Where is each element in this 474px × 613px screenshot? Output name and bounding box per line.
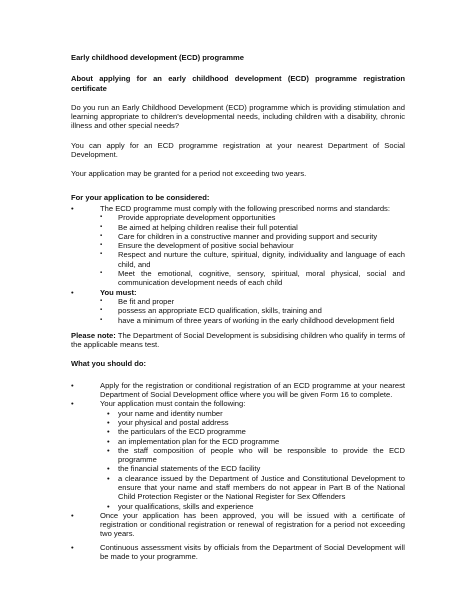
norm-item (71, 250, 405, 269)
bullet-icon: • (71, 203, 74, 213)
bullet-icon: • (107, 436, 110, 446)
document-subtitle: About applying for an early childhood development (ECD) programme registration certificate (71, 74, 405, 93)
bullet-icon: • (107, 408, 110, 418)
document-title: Early childhood development (ECD) programme (71, 53, 244, 62)
content-item (71, 409, 405, 418)
square-bullet-icon: ▪ (100, 242, 103, 249)
note-text: The Department of Social Development is subsidising children who qualify in terms of the applicable means test. (71, 330, 405, 350)
square-bullet-icon: ▪ (100, 270, 103, 277)
square-bullet-icon: ▪ (100, 214, 103, 221)
requirement-item (71, 316, 405, 325)
content-item (71, 427, 405, 436)
norm-item (71, 223, 405, 232)
bullet-icon: • (71, 510, 74, 520)
considered-heading: For your application to be considered: (71, 192, 210, 202)
content-text: the particulars of the ECD programme (118, 427, 246, 437)
document-body (71, 53, 405, 561)
step-item (71, 399, 405, 408)
requirement-text: possess an appropriate ECD qualification, skills, training and (118, 306, 322, 316)
intro-paragraph: Your application may be granted for a period not exceeding two years. (71, 169, 307, 179)
considered-lead: The ECD programme must comply with the following prescribed norms and standards: (100, 203, 390, 213)
square-bullet-icon: ▪ (100, 316, 103, 323)
content-text: the financial statements of the ECD facility (118, 464, 261, 474)
content-text: a clearance issued by the Department of Justice and Constitutional Development to ensure that your name and staff members do not appear in Part B of the National Child Protection Register or the National Register for Sex Offenders (118, 473, 405, 502)
square-bullet-icon: ▪ (100, 251, 103, 258)
note-paragraph (71, 331, 405, 350)
content-item (71, 474, 405, 502)
bullet-icon: • (107, 417, 110, 427)
norm-text: Respect and nurture the culture, spiritual, dignity, individuality and language of each child, and (118, 250, 405, 269)
norm-item (71, 269, 405, 288)
norm-text: Meet the emotional, cognitive, sensory, spiritual, moral physical, social and communication development needs of each child (118, 269, 405, 288)
list-item (71, 288, 405, 297)
step-item (71, 381, 405, 400)
square-bullet-icon: ▪ (100, 232, 103, 239)
content-item (71, 437, 405, 446)
step-text: Once your application has been approved, you will be issued with a certificate of registration or conditional registration or renewal of registration for a period not exceeding two years. (100, 510, 405, 539)
norm-text: Ensure the development of positive social behaviour (118, 241, 294, 251)
content-item (71, 502, 405, 511)
content-text: your physical and postal address (118, 417, 229, 427)
content-text: an implementation plan for the ECD programme (118, 436, 280, 446)
norm-item (71, 232, 405, 241)
bullet-icon: • (71, 380, 74, 390)
bullet-icon: • (107, 464, 110, 474)
content-text: your qualifications, skills and experience (118, 501, 254, 511)
bullet-icon: • (71, 542, 74, 552)
you-must-label: You must: (100, 287, 137, 297)
norm-item (71, 213, 405, 222)
what-heading: What you should do: (71, 359, 147, 369)
step-item (71, 511, 405, 539)
content-text: the staff composition of people who will be responsible to provide the ECD programme (118, 445, 405, 465)
step-item (71, 543, 405, 562)
bullet-icon: • (107, 501, 110, 511)
list-item (71, 204, 405, 213)
note-label: Please note: (71, 330, 116, 340)
norm-item (71, 241, 405, 250)
requirement-text: Be fit and proper (118, 296, 175, 306)
requirement-text: have a minimum of three years of working in the early childhood development field (118, 315, 395, 325)
content-item (71, 446, 405, 465)
intro-paragraph: Do you run an Early Childhood Development (ECD) programme which is providing stimulation and learning appropriate to children’s developmental needs, including children with a disability, chronic illness and other special needs? (71, 102, 405, 131)
norm-text: Care for children in a constructive manner and providing support and security (118, 231, 378, 241)
bullet-icon: • (71, 399, 74, 409)
content-item (71, 418, 405, 427)
requirement-item (71, 306, 405, 315)
requirement-item (71, 297, 405, 306)
step-text: Apply for the registration or conditional registration of an ECD programme at your nearest Department of Social Development office where you will be given Form 16 to complete. (100, 380, 405, 400)
bullet-icon: • (107, 427, 110, 437)
square-bullet-icon: ▪ (100, 307, 103, 314)
norm-text: Provide appropriate development opportunities (118, 213, 276, 223)
bullet-icon: • (107, 445, 110, 455)
norm-text: Be aimed at helping children realise their full potential (118, 222, 298, 232)
bullet-icon: • (71, 287, 74, 297)
square-bullet-icon: ▪ (100, 223, 103, 230)
step-text: Your application must contain the following: (100, 399, 246, 409)
intro-paragraph: You can apply for an ECD programme registration at your nearest Department of Social Development. (71, 140, 405, 160)
bullet-icon: • (107, 473, 110, 483)
step-text: Continuous assessment visits by officials from the Department of Social Development will be made to your programme. (100, 542, 405, 562)
content-item (71, 464, 405, 473)
content-text: your name and identity number (118, 408, 223, 418)
square-bullet-icon: ▪ (100, 297, 103, 304)
